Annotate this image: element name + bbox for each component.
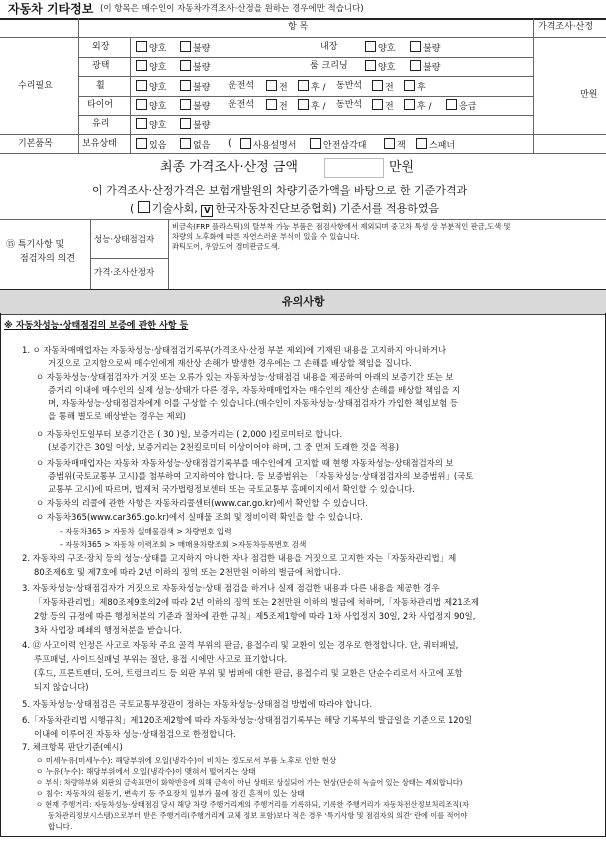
- tire-emergency-option[interactable]: 응급: [446, 99, 476, 113]
- paren-open: (: [228, 138, 232, 149]
- header-bar: [0, 0, 606, 18]
- interior-bad-option[interactable]: 불량: [410, 41, 440, 55]
- row-label-interior: 내장: [320, 42, 338, 52]
- section-note: (이 항목은 매수인이 자동차가격조사·산정을 원하는 경우에만 적습니다): [100, 4, 364, 14]
- checkbox-icon: [180, 138, 191, 149]
- checkbox-icon: [310, 138, 321, 149]
- notice-subtitle: ※ 자동차성능·상태점검의 보증에 관한 사항 등: [4, 321, 189, 331]
- glass-good-option[interactable]: 양호: [136, 118, 166, 132]
- notice-line: 되지 않습니다): [34, 682, 89, 692]
- notice-line: (후드, 프론트펜더, 도어, 트렁크리드 등 외판 부위 및 범퍼에 대한 판금, 용접수리 및 교환은 단순수리로서 사고에 포함: [34, 668, 463, 678]
- wheel-driver-label: 운전석: [228, 81, 255, 91]
- special-text-3: 좌틱도어, 우앞도어 경미판금도색.: [172, 242, 280, 251]
- notice-line: 증범위(국토교통부 고시)를 첨부하여 고지하여야 합니다. 등 보증범위는 「자동차성능·상태점검자의 보증범위」(국토: [48, 471, 474, 481]
- price-value-unit: 만원: [580, 90, 598, 100]
- checkbox-checked-icon[interactable]: V: [201, 205, 213, 217]
- criteria-line: ㅇ 누유(누수): 해당부위에서 오일(냉각수)이 맺혀서 떨어지는 상태: [36, 767, 256, 776]
- criteria-line: ㅇ 부식: 차량하부와 외판의 금속표면이 화학반응에 의해 금속이 아닌 상태로 상실되어 가는 현상(단순히 녹슬어 있는 상태는 제외합니다): [36, 778, 463, 787]
- tire-passenger-label: 동반석: [336, 100, 363, 110]
- notice-line: 2. 자동차의 구조·장치 등의 성능·상태를 고지하지 아니한 자나 점검한 내용을 거짓으로 고지한 자는「자동차관리법」제: [22, 553, 457, 563]
- checkbox-icon: [180, 60, 191, 71]
- section-title: 자동차 기타정보: [8, 2, 94, 16]
- polish-bad-option[interactable]: 불량: [180, 60, 210, 74]
- notice-line: 거짓으로 고지함으로써 매수인에게 재산상 손해가 발생한 경우에는 그 손해를 배상할 책임을 집니다.: [48, 358, 412, 368]
- notice-line: ㅇ 자동차매매업자는 자동차 자동차성능·상태점검기록부를 매수인에게 고지할 때 현행 자동차성능·상태점검자의 보: [36, 458, 454, 468]
- notice-line: 3. 자동차성능·상태점검자가 거짓으로 자동차성능·상태 점검을 하거나 실제 점검한 내용과 다른 내용을 제공한 경우: [22, 583, 440, 593]
- criteria-line: 동차관리정보시스템)으로부터 받은 주행거리(주행거리계 교체 정보 포함)보다 적은 경우 '특기사항 및 점검자의 의견' 란에 이를 적어야: [48, 811, 468, 820]
- checkbox-icon: [372, 80, 383, 91]
- checkbox-icon: [410, 41, 421, 52]
- notice-line: 을 통해 별도로 배상받는 경우는 제외): [48, 411, 186, 421]
- checkbox-icon: [266, 99, 277, 110]
- checkbox-icon: [404, 80, 415, 91]
- notice-line: 루프패널, 사이드실패널 부위는 절단, 용접 시에만 사고로 표기합니다.: [34, 654, 288, 664]
- wheel-passenger-rear-option[interactable]: 후: [404, 80, 426, 94]
- notice-line: ㅇ 자동차성능·상태점검자가 거짓 또는 오류가 있는 자동차성능·상태점검 내용을 제공하여 아래의 보증기간 또는 보: [36, 372, 454, 382]
- special-text-2: 차량의 노후화에 따른 자연스러운 부식이 있을 수 있습니다.: [172, 232, 360, 241]
- final-price-input[interactable]: [324, 158, 384, 178]
- notice-sub-line: - 자동차365 > 자동차 이력조회 > 매매용차량조회 >자동차등록번호 검색: [60, 540, 307, 549]
- notice-line: 4. ⑫ 사고이력 인정은 사고로 자동차 주요 골격 부위의 판금, 용접수리 및 교환이 있는 경우로 한정합니다. 단, 쿼터패널,: [22, 640, 459, 650]
- checkbox-icon: [240, 138, 251, 149]
- exterior-good-option[interactable]: 양호: [136, 41, 166, 55]
- criteria-line: 합니다.: [48, 822, 73, 831]
- col-item-header: 항 목: [288, 22, 309, 32]
- checkbox-icon: [298, 99, 309, 110]
- row-label-tire: 타이어: [87, 100, 114, 110]
- jack-option[interactable]: 잭: [384, 138, 406, 152]
- polish-good-option[interactable]: 양호: [136, 60, 166, 74]
- checkbox-icon: [404, 99, 415, 110]
- checkbox-icon: [180, 118, 191, 129]
- checkbox-icon: [136, 60, 147, 71]
- checkbox-icon[interactable]: [138, 201, 150, 213]
- checkbox-icon: [136, 41, 147, 52]
- checkbox-icon: [372, 99, 383, 110]
- basis-opt1-label: 기술사회,: [151, 202, 198, 215]
- room-cleaning-bad-option[interactable]: 불량: [410, 60, 440, 74]
- special-label-1: ⑮ 특기사항 및: [6, 240, 65, 250]
- wheel-passenger-front-option[interactable]: 전: [372, 80, 394, 94]
- notice-line: ㅇ 자동차365(www.car365.go.kr)에서 실매물 조회 및 정비이력 확인을 할 수 있습니다.: [36, 512, 363, 522]
- checkbox-icon: [365, 60, 376, 71]
- wheel-driver-front-option[interactable]: 전: [266, 80, 288, 94]
- col-price-header: 가격조사·산정: [538, 22, 594, 32]
- special-label-2: 점검자의 의견: [20, 254, 76, 264]
- tire-driver-front-option[interactable]: 전: [266, 99, 288, 113]
- wheel-bad-option[interactable]: 불량: [180, 80, 210, 94]
- checkbox-icon: [384, 138, 395, 149]
- checkbox-icon: [136, 80, 147, 91]
- triangle-option[interactable]: 안전삼각대: [310, 138, 366, 152]
- tire-good-option[interactable]: 양호: [136, 99, 166, 113]
- notice-line: 80조제6호 및 제7호에 따라 2년 이하의 징역 또는 2천만원 이하의 벌금에 처합니다.: [34, 567, 341, 577]
- notice-line: 7. 체크항목 판단기준(예시): [22, 742, 123, 752]
- notice-line: 며, 자동차성능·상태점검자에게 이를 구상할 수 있습니다.(매수인이 자동차성능·상태점검자가 가입한 책임보험 등: [48, 398, 459, 408]
- notice-line: 교통부 고시)에 따르며, 법제처 국가법령정보센터 또는 국토교통부 홈페이지에서 확인할 수 있습니다.: [48, 484, 415, 494]
- notice-line: 2항 등의 규정에 따른 행정처분의 기준과 절차에 관한 규칙」제5조제1항에 따라 1차 사업정지 30일, 2차 사업정지 90일,: [34, 611, 476, 621]
- final-price-unit: 만원: [389, 160, 415, 175]
- checkbox-icon: [266, 80, 277, 91]
- owned-no-option[interactable]: 없음: [180, 138, 210, 152]
- special-text-1: 비금속(FRP 플라스틱)의 탈부착 가능 부품은 점검사항에서 제외되며 중고차 특성 상 부분적인 판금,도색 및: [172, 222, 511, 231]
- final-price-label: 최종 가격조사·산정 금액: [160, 160, 298, 175]
- group-repair-label: 수리필요: [18, 81, 53, 91]
- checkbox-icon: [410, 60, 421, 71]
- checkbox-icon: [180, 80, 191, 91]
- checkbox-icon: [365, 41, 376, 52]
- interior-good-option[interactable]: 양호: [365, 41, 395, 55]
- notice-line: 6.「자동차관리법 시행규칙」제120조제2항에 따라 자동차성능·상태점검기록부는 해당 기록부의 발급일을 기준으로 120일: [22, 715, 473, 725]
- tire-driver-label: 운전석: [228, 100, 255, 110]
- row-label-glass: 유리: [92, 119, 110, 129]
- criteria-line: ㅇ 미세누유(미세누수): 해당부위에 오일(냉각수)이 비치는 정도로서 부품 노후로 인한 현상: [36, 756, 337, 765]
- checkbox-icon: [136, 118, 147, 129]
- row-label-exterior: 외장: [92, 42, 110, 52]
- basis-line-2: [130, 201, 439, 217]
- tire-passenger-front-option[interactable]: 전: [372, 99, 394, 113]
- tire-bad-option[interactable]: 불량: [180, 99, 210, 113]
- notice-line: 이내에 이루어진 자동차 성능·상태점검으로 한정합니다.: [34, 729, 237, 739]
- row-label-wheel: 휠: [96, 81, 105, 91]
- checkbox-icon: [180, 41, 191, 52]
- basis-paren: (: [130, 202, 135, 215]
- room-cleaning-good-option[interactable]: 양호: [365, 60, 395, 74]
- notice-line: 5. 자동차성능·상태점검은 국토교통부장관이 정하는 자동차성능·상태점검 방법에 따라야 합니다.: [22, 699, 373, 709]
- checkbox-icon: [416, 138, 427, 149]
- tire-passenger-rear-option[interactable]: 후 /: [404, 99, 432, 113]
- notice-title-bar: [0, 289, 606, 315]
- row-label-polish: 광택: [92, 61, 110, 71]
- notice-line: 3차 사업장 폐쇄의 행정처분을 받습니다.: [34, 625, 183, 635]
- group-basic-label: 기본품목: [18, 139, 53, 149]
- checkbox-icon: [180, 99, 191, 110]
- wheel-good-option[interactable]: 양호: [136, 80, 166, 94]
- notice-line: ㅇ 자동차인도일부터 보증기간은 ( 30 )일, 보증거리는 ( 2,000 )킬로미터로 합니다.: [36, 429, 343, 439]
- notice-line: 증거리 이내에 매수인의 실제 성능·상태가 다른 경우, 자동차매매업자는 매수인의 재산상 손해를 배상할 책임을 지: [48, 385, 461, 395]
- notice-line: ㅇ 자동차의 리콜에 관한 사항은 자동차리콜센터(www.car.go.kr)에서 확인할 수 있습니다.: [36, 498, 368, 508]
- criteria-line: ㅇ 침수: 자동차의 원동기, 변속기 등 주요장치 일부가 물에 잠긴 흔적이 있는 상태: [36, 789, 305, 798]
- wheel-driver-rear-option[interactable]: 후 /: [298, 80, 326, 94]
- basis-opt2-label: 한국자동차진단보증협회) 기준서를 적용하였음: [215, 202, 440, 215]
- wheel-passenger-label: 동반석: [336, 81, 363, 91]
- inspector-price-label: 가격·조사산정자: [94, 268, 155, 278]
- checkbox-icon: [446, 99, 457, 110]
- checkbox-icon: [136, 99, 147, 110]
- glass-bad-option[interactable]: 불량: [180, 118, 210, 132]
- exterior-bad-option[interactable]: 불량: [180, 41, 210, 55]
- spanner-option[interactable]: 스패너: [416, 138, 455, 152]
- inspector-perf-label: 성능·상태점검자: [94, 235, 155, 245]
- notice-line: (보증기간은 30일 이상, 보증거리는 2천킬로미터 이상이어야 하며, 그 중 먼저 도래한 것을 적용): [48, 442, 400, 452]
- notice-line: 1. ㅇ 자동차매매업자는 자동차성능·상태점검기록부(가격조사·산정 부분 제외)에 기재된 내용을 고지하지 아니하거나: [22, 345, 447, 355]
- row-label-owned: 보유상태: [82, 139, 117, 149]
- basis-line-1: 이 가격조사·산정가격은 보험개발원의 차량기준가액을 바탕으로 한 기준가격과: [92, 184, 468, 197]
- row-label-room-cleaning: 룸 크리닝: [310, 61, 348, 71]
- checkbox-icon: [298, 80, 309, 91]
- notice-title: 유의사항: [282, 295, 325, 308]
- tire-driver-rear-option[interactable]: 후 /: [298, 99, 326, 113]
- owned-yes-option[interactable]: 있음: [136, 138, 166, 152]
- checkbox-icon: [136, 138, 147, 149]
- notice-sub-line: - 자동차365 > 자동차 실매물검색 > 차량번호 입력: [60, 527, 232, 536]
- manual-option[interactable]: 사용설명서: [240, 138, 296, 152]
- notice-line: 「자동차관리법」제80조제9호의2에 따라 2년 이하의 징역 또는 2천만원 이하의 벌금에 처하며,「자동차관리법 제21조제: [34, 597, 479, 607]
- criteria-line: ㅇ 현재 주행거리: 자동차성능·상태점검 당시 해당 차량 주행거리계의 주행거리를 기록하되, 기록한 주행거리가 자동차전산정보처리조직(자: [36, 800, 469, 809]
